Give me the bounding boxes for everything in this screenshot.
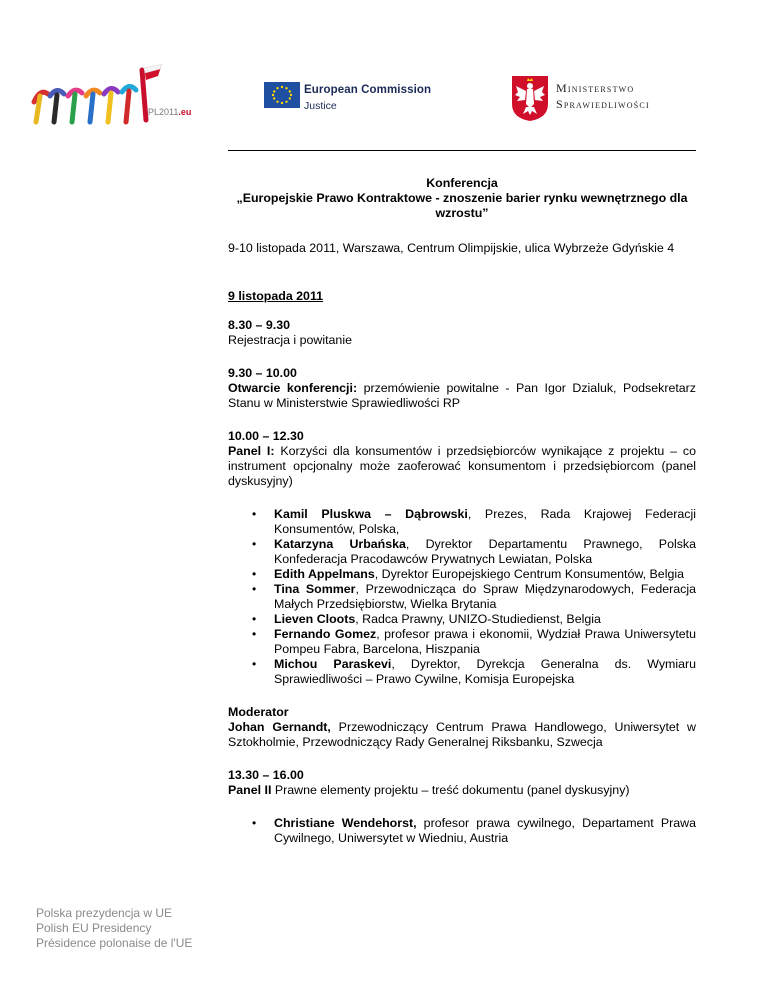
polish-eagle-emblem-icon bbox=[510, 74, 550, 122]
session-time: 10.00 – 12.30 bbox=[228, 429, 304, 443]
session-registration bbox=[228, 318, 696, 348]
presidency-footer: Polska prezydencja w UE Polish EU Presidency Présidence polonaise de l'UE bbox=[36, 906, 193, 950]
moderator-heading: Moderator bbox=[228, 705, 289, 719]
ec-justice-logo bbox=[264, 82, 454, 112]
list-item: • Katarzyna Urbańska, Dyrektor Departamentu Prawnego, Polska Konfederacja Pracodawców Prywatnych Lewiatan, Polska bbox=[274, 537, 696, 567]
list-item: • Kamil Pluskwa – Dąbrowski, Prezes, Rada Krajowej Federacji Konsumentów, Polska, bbox=[274, 507, 696, 537]
conference-title: Konferencja „Europejskie Prawo Kontraktowe - znoszenie barier rynku wewnętrznego dla wzrostu” bbox=[236, 176, 688, 220]
list-item: • Fernando Gomez, profesor prawa i ekonomii, Wydział Prawa Uniwersytetu Pompeu Fabra, Barcelona, Hiszpania bbox=[274, 627, 696, 657]
list-item: • Tina Sommer, Przewodnicząca do Spraw Międzynarodowych, Federacja Małych Przedsiębiorstw, Wielka Brytania bbox=[274, 582, 696, 612]
session-panel-1 bbox=[228, 429, 696, 687]
ministry-name-line1: Ministerstwo bbox=[556, 81, 635, 95]
list-item: • Michou Paraskevi, Dyrektor, Dyrekcja Generalna ds. Wymiaru Sprawiedliwości – Prawo Cywilne, Komisja Europejska bbox=[274, 657, 696, 687]
pl-presidency-logo bbox=[30, 60, 195, 130]
pl-presidency-site: PL2011.eu bbox=[148, 107, 192, 117]
eu-flag-icon bbox=[264, 82, 300, 108]
document-body bbox=[228, 176, 696, 846]
panel-1-speakers bbox=[228, 507, 696, 687]
ec-subtitle: Justice bbox=[304, 100, 337, 112]
session-text: Panel II Prawne elementy projektu – treść dokumentu (panel dyskusyjny) bbox=[228, 783, 630, 797]
moderator-text: Johan Gernandt, Przewodniczący Centrum Prawa Handlowego, Uniwersytet w Sztokholmie, Przewodniczący Rady Generalnej Riksbanku, Szwecja bbox=[228, 720, 696, 749]
list-item: • Christiane Wendehorst, profesor prawa cywilnego, Departament Prawa Cywilnego, Uniwersytet w Wiedniu, Austria bbox=[274, 816, 696, 846]
conference-venue: 9-10 listopada 2011, Warszawa, Centrum Olimpijskie, ulica Wybrzeże Gdyńskie 4 bbox=[228, 241, 675, 255]
ministry-name-line2: Sprawiedliwości bbox=[556, 97, 650, 111]
session-text: Panel I: Korzyści dla konsumentów i przedsiębiorców wynikające z projektu – co instrument opcjonalny może zaoferować konsumentom i przedsiębiorcom (panel dyskusyjny) bbox=[228, 444, 696, 488]
session-time: 9.30 – 10.00 bbox=[228, 366, 297, 380]
session-text: Rejestracja i powitanie bbox=[228, 333, 352, 347]
ec-title: European Commission bbox=[304, 84, 432, 96]
session-time: 8.30 – 9.30 bbox=[228, 318, 291, 332]
session-text: Otwarcie konferencji: przemówienie powitalne - Pan Igor Dzialuk, Podsekretarz Stanu w Ministerstwie Sprawiedliwości RP bbox=[228, 381, 696, 410]
list-item: • Lieven Cloots, Radca Prawny, UNIZO-Studiedienst, Belgia bbox=[274, 612, 696, 627]
ministry-logo bbox=[510, 74, 700, 122]
panel-2-speakers bbox=[228, 816, 696, 846]
day-heading: 9 listopada 2011 bbox=[228, 289, 324, 303]
session-panel-2 bbox=[228, 768, 696, 846]
list-item: • Edith Appelmans, Dyrektor Europejskiego Centrum Konsumentów, Belgia bbox=[274, 567, 696, 582]
moderator-block bbox=[228, 705, 696, 750]
session-opening bbox=[228, 366, 696, 411]
header-divider bbox=[228, 150, 696, 151]
session-time: 13.30 – 16.00 bbox=[228, 768, 304, 782]
